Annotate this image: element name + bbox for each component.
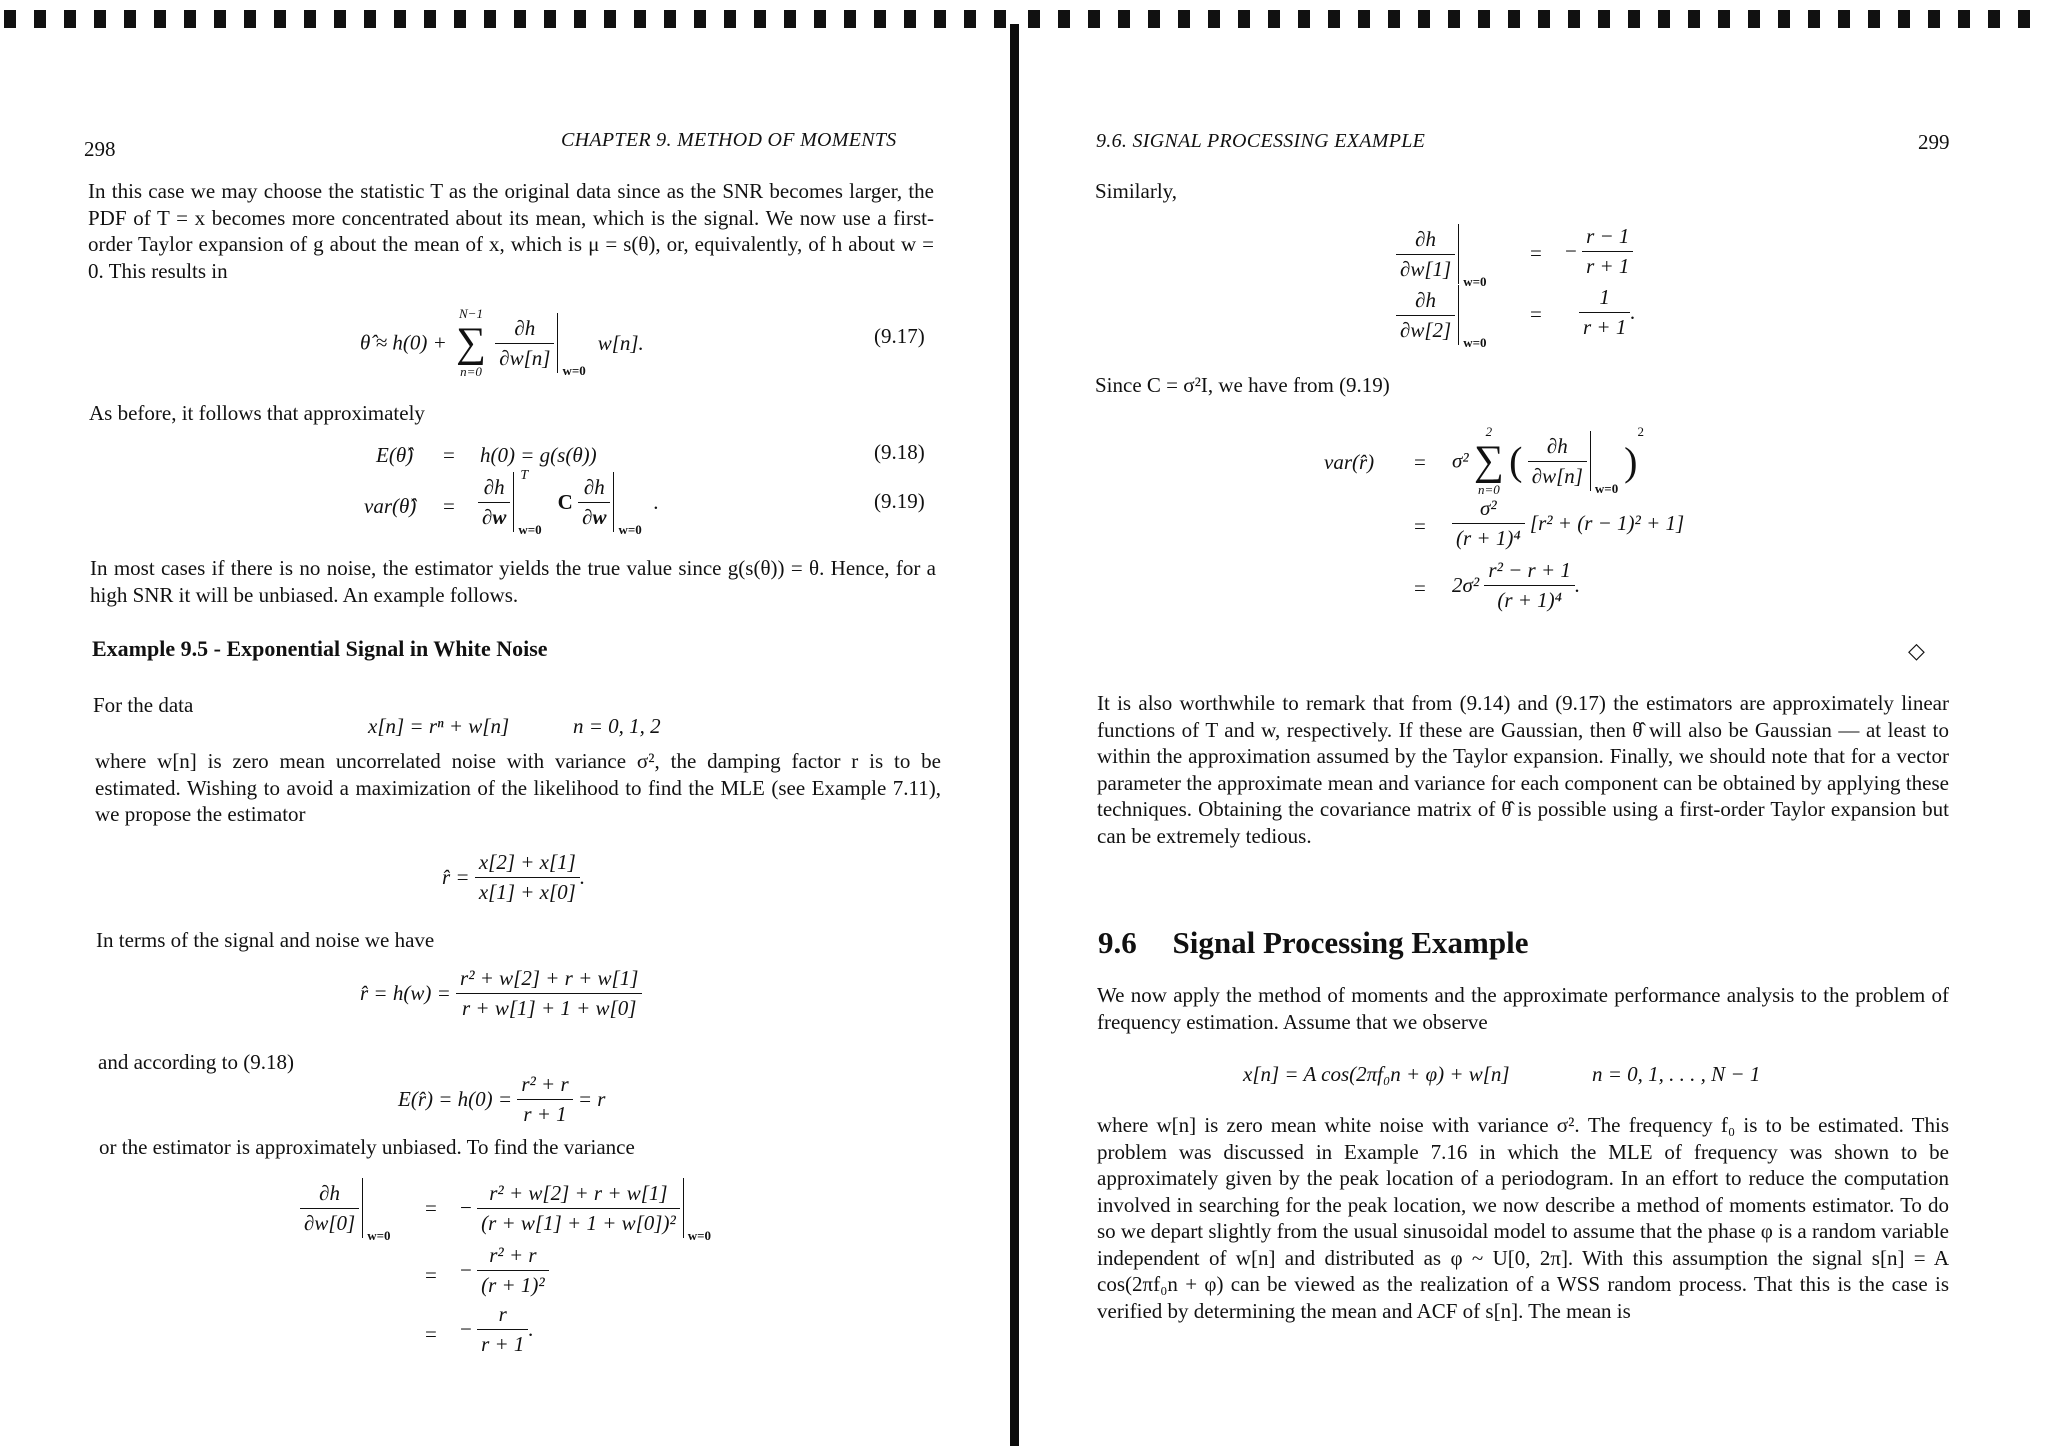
equation-9-17: θ̂ ≈ h(0) + N−1 ∑ n=0 $\frac{\partial h}{\partial w[n]}$ w=0 w[n]. [360, 306, 644, 379]
paragraph: As before, it follows that approximately [89, 401, 425, 425]
running-head: 9.6. SIGNAL PROCESSING EXAMPLE [1096, 130, 1426, 152]
variance-row-2: $\frac{\text{σ²}}{\text{(r + 1)⁴}}$ [r² + (r − 1)² + 1] [1452, 496, 1684, 551]
equation-9-19-lhs: var(θ̂) [364, 494, 417, 518]
page-number: 298 [84, 137, 116, 161]
section-heading [1098, 925, 1528, 961]
section-title: Signal Processing Example [1172, 925, 1529, 960]
data-equation: x[n] = rⁿ + w[n] [368, 714, 510, 738]
paragraph: In most cases if there is no noise, the estimator yields the true value since g(s(θ)) = θ. Hence, for a high SNR it will be unbiased. An example follows. [90, 556, 936, 607]
variance-row-1: σ² 2 ∑ n=0 ( $\frac{\partial h}{\partial w[n]}$ w=0 )$^2$ [1452, 424, 1644, 497]
derivative-row-3: − $\frac{r}{r + 1}$ . [460, 1302, 534, 1356]
paragraph: and according to (9.18) [98, 1050, 294, 1074]
data-equation-range: n = 0, 1, 2 [573, 714, 661, 738]
variance-lhs: var(r̂) [1324, 450, 1375, 474]
mean-equation: E(r̂) = h(0) = $\frac{\text{r² + r}}{r + 1}$ = r [398, 1072, 606, 1126]
equation-number: (9.19) [874, 489, 925, 513]
estimator-equation: r̂ = $\frac{x[2] + x[1]}{x[1] + x[0]}$ . [442, 850, 586, 904]
paragraph: In terms of the signal and noise we have [96, 928, 435, 952]
paragraph: or the estimator is approximately unbiased. To find the variance [99, 1135, 635, 1159]
fraction: $\frac{\partial h}{\partial w[n]}$ [495, 316, 554, 371]
paragraph: We now apply the method of moments and the approximate performance analysis to the problem of frequency estimation. Assume that we observe [1097, 983, 1949, 1034]
paragraph: where w[n] is zero mean uncorrelated noise with variance σ², the damping factor r is to be estimated. Wishing to avoid a maximization of the likelihood to find the MLE (see Example 7.11), we propose the estimator [95, 749, 941, 826]
equation-number: (9.17) [874, 324, 925, 348]
partial-w1: $\frac{\partial h}{\partial w[1]}$ w=0 [1396, 224, 1459, 284]
partial-w1-value: − $\frac{r - 1}{r + 1}$ [1565, 224, 1633, 279]
equation-number: (9.18) [874, 440, 925, 464]
left-page: 298 CHAPTER 9. METHOD OF MOMENTS In this case we may choose the statistic T as the original data since as the SNR becomes larger, the PDF of T = x becomes more concentrated about its mean, which is the signal. We now use a first-order Taylor expansion of g about the mean of x, which is μ = s(θ), or, equivalently, of h about w = 0. This results in θ̂ ≈ h(0) + N−1 ∑ n=0 $\frac{\partial h}{\partial w[n]}$ w=0 w[n]. (9.17) As before, it follows that approximately E(θ̂) = h(0) = g(s(θ)) (9.18) var(θ̂) = $\frac{\partial h}{\partial w}$ T w=0 C $\frac{\partial h}{\partial w}$ w=0 . (9.19) In most cases if there is no noise, the estimator yields the true value since g(s(θ)) = θ. Hence, for a high SNR it will be unbiased. An example follows. Example 9.5 - Exponential Signal in White Noise For the data x[n] = rⁿ + w[n] n = 0, 1, 2 where w[n] is zero mean uncorrelated noise with variance σ², the damping factor r is to be estimated. Wishing to avoid a maximization of the likelihood to find the MLE (see Example 7.11), we propose the estimator r̂ = $\frac{x[2] + x[1]}{x[1] + x[0]}$ . In terms of the signal and noise we have r̂ = h(w) = $\frac{\text{r² + w[2] + r + w[1]}}{r + w[1] + 1 + w[0]}$ and according to (9.18) E(r̂) = h(0) = $\frac{\text{r² + r}}{r + 1}$ = r or the estimator is approximately unbiased. To find the variance $\frac{\partial h}{\partial w[0]}$ w=0 = − $\frac{\text{r² + w[2] + r + w[1]}}{\text{(r + w[1] + 1 + w[0])²}}$ w=0 = − $\frac{\text{r² + r}}{\text{(r + 1)²}}$ = − $\frac{r}{r + 1}$ . [84, 129, 941, 1356]
book-spine [1010, 24, 1019, 1446]
section-number: 9.6 [1098, 925, 1137, 960]
h-of-w-equation: r̂ = h(w) = $\frac{\text{r² + w[2] + r + w[1]}}{r + w[1] + 1 + w[0]}$ [360, 966, 642, 1021]
paragraph: It is also worthwhile to remark that from (9.14) and (9.17) the estimators are approximately linear functions of T and w, respectively. If these are Gaussian, then θ̂ will also be Gaussian — at least to within the approximation assumed by the Taylor expansion. Finally, we should note that for a vector parameter the approximate mean and variance for each component can be obtained by applying these techniques. Obtaining the covariance matrix of θ̂ is possible using a first-order Taylor expansion but can be extremely tedious. [1097, 691, 1949, 848]
paragraph: In this case we may choose the statistic T as the original data since as the SNR becomes larger, the PDF of T = x becomes more concentrated about its mean, which is the signal. We now use a first-order Taylor expansion of g about the mean of x, which is μ = s(θ), or, equivalently, of h about w = 0. This results in [88, 179, 934, 283]
equation-9-18-rhs: h(0) = g(s(θ)) [480, 443, 597, 467]
paragraph: Similarly, [1095, 179, 1178, 203]
equation-9-18-lhs: E(θ̂) [376, 443, 414, 467]
right-page: 9.6. SIGNAL PROCESSING EXAMPLE 299 Similarly, $\frac{\partial h}{\partial w[1]}$ w=0 = − $\frac{r - 1}{r + 1}$ $\frac{\partial h}{\partial w[2]}$ w=0 = $\frac{1}{r + 1}$ . Since C = σ²I, we have from (9.19) var(r̂) = σ² 2 ∑ n=0 ( $\frac{\partial h}{\partial w[n]}$ w=0 )$^2$ = $\frac{\text{σ²}}{\text{(r + 1)⁴}}$ [r² + (r − 1)² + 1] = 2σ² $\frac{\text{r² − r + 1}}{\text{(r + 1)⁴}}$ . ◇ It is also worthwhile to remark that from (9.14) and (9.17) the estimators are approximately linear functions of T and w, respectively. If these are Gaussian, then θ̂ will also be Gaussian — at least to within the approximation assumed by the Taylor expansion. Finally, we should note that for a vector parameter the approximate mean and variance for each component can be obtained by applying these techniques. Obtaining the covariance matrix of θ̂ is possible using a first-order Taylor expansion but can be extremely tedious. 9.6 Signal Processing Example We now apply the method of moments and the approximate performance analysis to the problem of frequency estimation. Assume that we observe x[n] = A cos(2πf₀n + φ) + w[n] n = 0, 1, . . . , N − 1 where w[n] is zero mean white noise with variance σ². The frequency f₀ is to be estimated. This problem was discussed in Example 7.16 in which the MLE of frequency was shown to be approximately given by the peak location of a periodogram. In an effort to reduce the computation involved in searching for the peak location, we now describe a method of moments estimator. To do so we depart slightly from the usual sinusoidal model to assume that the phase φ is a random variable independent of w[n] and distributed as φ ~ U[0, 2π]. With this assumption the signal s[n] = A cos(2πf₀n + φ) can be viewed as the realization of a WSS random process. That this is the case is verified by determining the mean and ACF of s[n]. The mean is [1095, 130, 1950, 1323]
partial-w2-value: $\frac{1}{r + 1}$ . [1579, 285, 1636, 340]
partial-w2: $\frac{\partial h}{\partial w[2]}$ w=0 [1396, 285, 1459, 345]
end-of-example-diamond: ◇ [1908, 638, 1925, 663]
derivative-lhs: $\frac{\partial h}{\partial w[0]}$ w=0 [300, 1178, 363, 1238]
variance-row-3: 2σ² $\frac{\text{r² − r + 1}}{\text{(r + 1)⁴}}$ . [1452, 558, 1581, 612]
paragraph: where w[n] is zero mean white noise with variance σ². The frequency f₀ is to be estimated. This problem was discussed in Example 7.16 in which the MLE of frequency was shown to be approximately given by the peak location of a periodogram. In an effort to reduce the computation involved in searching for the peak location, we now describe a method of moments estimator. To do so we depart slightly from the usual sinusoidal model to assume that the phase φ is a random variable independent of w[n] and distributed as φ ~ U[0, 2π]. With this assumption the signal s[n] = A cos(2πf₀n + φ) can be viewed as the realization of a WSS random process. That this is the case is verified by determining the mean and ACF of s[n]. The mean is [1097, 1113, 1949, 1323]
paragraph: Since C = σ²I, we have from (9.19) [1095, 373, 1390, 397]
observation-equation: x[n] = A cos(2πf₀n + φ) + w[n] [1243, 1062, 1510, 1086]
eq-lhs: θ̂ ≈ h(0) + [360, 330, 447, 355]
page-number: 299 [1918, 130, 1950, 154]
sum-operator: N−1 ∑ n=0 [456, 306, 486, 379]
equation-9-19-rhs: $\frac{\partial h}{\partial w}$ T w=0 C $\frac{\partial h}{\partial w}$ w=0 . [478, 472, 659, 532]
observation-range: n = 0, 1, . . . , N − 1 [1592, 1062, 1761, 1086]
running-head: CHAPTER 9. METHOD OF MOMENTS [561, 129, 897, 151]
derivative-row-1: − $\frac{\text{r² + w[2] + r + w[1]}}{\text{(r + w[1] + 1 + w[0])²}}$ w=0 [460, 1178, 684, 1238]
derivative-row-2: − $\frac{\text{r² + r}}{\text{(r + 1)²}}$ [460, 1243, 549, 1298]
paragraph: For the data [93, 693, 194, 717]
example-title: Example 9.5 - Exponential Signal in White Noise [92, 636, 548, 661]
